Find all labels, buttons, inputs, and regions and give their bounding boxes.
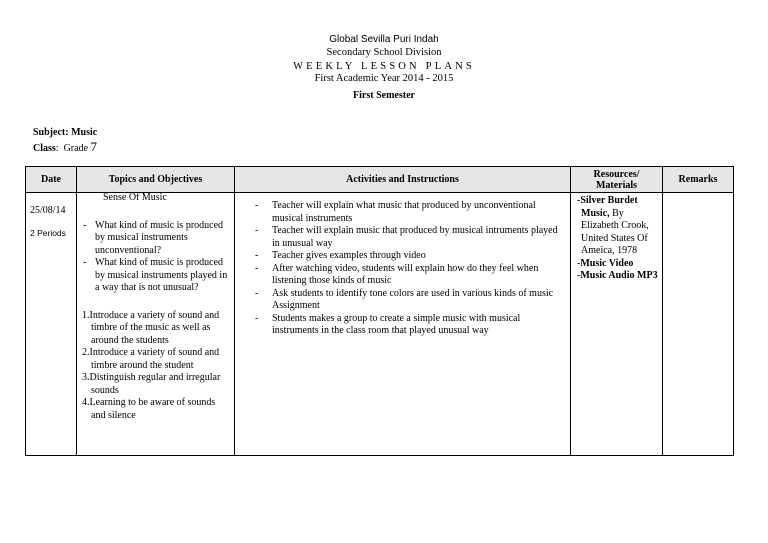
resource-book: -Silver Burdet Music, By Elizabeth Crook, United States Of Ameica, 1978 (577, 195, 649, 256)
class-line (33, 140, 97, 156)
subject-line (33, 126, 97, 140)
class-separator: : (55, 143, 59, 154)
resource-audio: -Music Audio MP3 (577, 270, 658, 281)
question-text: What kind of music is produced by musical instruments unconventional? (95, 219, 224, 256)
school-name: Global Sevilla Puri Indah (329, 34, 439, 45)
activity-text: Teacher gives examples through video (272, 250, 426, 261)
assignment-label: Assignment (272, 300, 320, 311)
subject-label: Subject: (33, 127, 69, 138)
dash-bullet: - (83, 219, 87, 231)
dash-bullet: - (255, 312, 259, 324)
question-list (82, 220, 230, 295)
semester-title: First Semester (353, 90, 415, 101)
resources-cell (571, 193, 663, 456)
audio-resource: Music Audio MP3 (580, 270, 658, 281)
dash-bullet: - (255, 250, 259, 261)
school-division: Secondary School Division (326, 47, 442, 58)
dash-bullet: - (255, 200, 259, 211)
list-item: 1.Introduce a variety of sound and timbre of the music as well as around the students (82, 309, 220, 346)
list-item (82, 220, 230, 258)
list-item: 3.Distinguish regular and irregular sounds (82, 372, 221, 396)
date-cell (26, 193, 77, 456)
lesson-meta (33, 126, 97, 156)
header-resources-line-1: Resources/ (593, 168, 640, 180)
list-item (255, 288, 562, 301)
list-item: 2.Introduce a variety of sound and timbre around the student (82, 347, 220, 371)
table-row (26, 193, 734, 456)
class-value: Grade (63, 143, 89, 154)
dash-bullet: - (255, 287, 259, 299)
activity-text: Teacher will explain music that produced by musical intruments played in unusual way (272, 225, 558, 249)
header-date: Date (26, 167, 77, 193)
list-item (255, 225, 562, 250)
header-activities: Activities and Instructions (235, 167, 571, 193)
list-item: 4.Learning to be aware of sounds and silence (82, 397, 216, 421)
header-resources (571, 167, 663, 193)
book-title: Silver Burdet Music, (580, 195, 638, 219)
academic-year: First Academic Year 2014 - 2015 (314, 73, 454, 84)
remarks-cell (663, 193, 734, 456)
question-text: What kind of music is produced by musical instruments played in a way that is not unusual? (95, 257, 228, 293)
assignment-text: Students makes a group to create a simple music with musical instruments in the class room that played unusual way (272, 312, 521, 336)
header-resources-line-2: Materials (595, 179, 638, 191)
class-number: 7 (90, 139, 98, 154)
activity-text: Teacher will explain what music that produced by unconventional musical instruments (272, 200, 536, 224)
document-header (0, 34, 768, 102)
topics-cell (77, 193, 235, 456)
dash-bullet: - (255, 262, 259, 274)
subject-value: Music (71, 127, 98, 138)
lesson-plan-table (25, 166, 734, 456)
lesson-date: 25/08/14 (30, 205, 66, 216)
lesson-periods: 2 Periods (30, 227, 66, 238)
dash-bullet: - (255, 225, 259, 236)
class-label: Class (33, 143, 56, 154)
list-item (255, 250, 562, 263)
activity-text: After watching video, students will explain how do they feel when listening those kinds of music (272, 262, 539, 286)
objective-list (82, 310, 230, 423)
plans-title: WEEKLY LESSON PLANS (293, 61, 475, 72)
header-topics: Topics and Objectives (77, 167, 235, 193)
activities-cell (235, 193, 571, 456)
book-details: By Elizabeth Crook, United States Of Ameica, 1978 (581, 207, 649, 256)
header-remarks: Remarks (663, 167, 734, 193)
activity-text: Ask students to identify tone colors are used in various kinds of music (272, 287, 554, 299)
resource-video: -Music Video (577, 257, 634, 269)
list-item (255, 313, 562, 338)
video-resource: Music Video (580, 257, 634, 269)
list-item (255, 200, 562, 225)
list-item (82, 257, 230, 295)
topic-title: Sense Of Music (103, 192, 167, 203)
dash-bullet: - (83, 257, 87, 268)
list-item (255, 263, 562, 288)
table-header-row (26, 167, 734, 193)
